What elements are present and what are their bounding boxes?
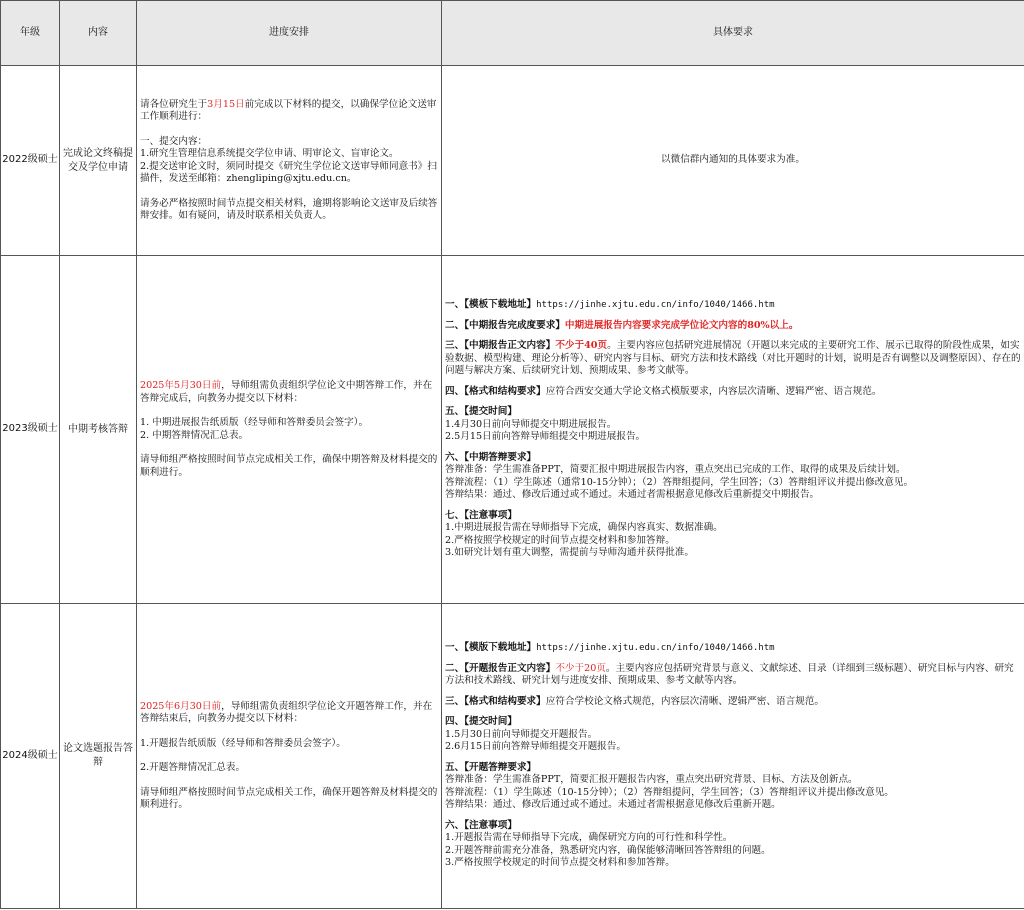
req-submit-title: 五、【提交时间】 bbox=[445, 406, 517, 418]
requirement-text: 以微信群内通知的具体要求为准。 bbox=[661, 154, 805, 166]
content-cell: 完成论文终稿提交及学位申请 bbox=[60, 66, 137, 256]
list-item: 答辩准备：学生需准备PPT，简要汇报开题报告内容，重点突出研究背景、目标、方法及创新点。 bbox=[445, 774, 858, 786]
schedule-cell bbox=[137, 66, 442, 256]
schedule-intro: 2025年5月30日前，导师组需负责组织学位论文中期答辩工作，并在答辩完成后，向教务办提交以下材料： bbox=[140, 380, 433, 404]
header-schedule: 进度安排 bbox=[137, 1, 442, 66]
table-row-2024 bbox=[1, 604, 1024, 909]
deadline-date: 3月15日 bbox=[207, 98, 245, 110]
header-requirements: 具体要求 bbox=[442, 1, 1024, 66]
list-item: 答辩结果：通过、修改后通过或不通过。未通过者需根据意见修改后重新开题。 bbox=[445, 799, 781, 811]
list-item: 2.严格按照学校规定的时间节点提交材料和参加答辩。 bbox=[445, 534, 675, 546]
req-completion: 二、【中期报告完成度要求】中期进展报告内容要求完成学位论文内容的80%以上。 bbox=[445, 319, 799, 331]
grade-cell: 2022级硕士 bbox=[1, 66, 60, 256]
table-row-2023 bbox=[1, 256, 1024, 604]
list-item: 1.研究生管理信息系统提交学位申请、明审论文、盲审论文。 bbox=[140, 148, 399, 159]
req-defense-title: 五、【开题答辩要求】 bbox=[445, 761, 537, 773]
list-item: 答辩结果：通过、修改后通过或不通过。未通过者需根据意见修改后重新提交中期报告。 bbox=[445, 489, 820, 501]
schedule-note: 请务必严格按照时间节点提交相关材料，逾期将影响论文送审及后续答辩安排。如有疑问，请及时联系相关负责人。 bbox=[140, 197, 438, 221]
deadline-date: 2025年6月30日前 bbox=[140, 700, 222, 712]
req-notes-title: 七、【注意事项】 bbox=[445, 509, 517, 521]
requirement-cell bbox=[442, 66, 1024, 256]
list-item: 3.如研究计划有重大调整，需提前与导师沟通并获得批准。 bbox=[445, 547, 694, 559]
header-grade: 年级 bbox=[1, 1, 60, 66]
list-item: 1.4月30日前向导师提交中期进展报告。 bbox=[445, 418, 617, 430]
list-item: 答辩流程：（1）学生陈述（通常10-15分钟）；（2）答辩组提问，学生回答；（3）答辩组评议并提出修改意见。 bbox=[445, 476, 914, 488]
list-item: 2.开题答辩情况汇总表。 bbox=[140, 762, 246, 773]
req-defense-title: 六、【中期答辩要求】 bbox=[445, 451, 537, 463]
section-title: 一、提交内容： bbox=[140, 135, 208, 147]
list-item: 3.严格按照学校规定的时间节点提交材料和参加答辩。 bbox=[445, 857, 675, 869]
req-notes-title: 六、【注意事项】 bbox=[445, 819, 517, 831]
list-item: 2.6月15日前向答辩导师组提交开题报告。 bbox=[445, 741, 626, 753]
schedule-cell bbox=[137, 256, 442, 604]
list-item: 答辩流程：（1）学生陈述（10-15分钟）；（2）答辩组提问，学生回答；（3）答辩组评议并提出修改意见。 bbox=[445, 786, 894, 798]
schedule-intro: 请各位研究生于3月15日前完成以下材料的提交，以确保学位论文送审工作顺利进行： bbox=[140, 98, 437, 122]
content-cell: 中期考核答辩 bbox=[60, 256, 137, 604]
req-template: 一、【模版下载地址】https://jinhe.xjtu.edu.cn/info/1040/1466.htm bbox=[445, 642, 775, 654]
list-item: 1.中期进展报告需在导师指导下完成，确保内容真实、数据准确。 bbox=[445, 522, 723, 534]
table-header-row bbox=[1, 1, 1024, 66]
template-url-link[interactable]: https://jinhe.xjtu.edu.cn/info/1040/1466.htm bbox=[536, 300, 775, 311]
req-body: 三、【中期报告正文内容】不少于40页。主要内容应包括研究进展情况（开题以来完成的主要研究工作、展示已取得的阶段性成果，如实验数据、模型构建、理论分析等）、研究内容与目标、研究方法和技术路线（对比开题时的计划，说明是否有调整以及调整原因）、存在的问题与解决方案、后续研究计划、预期成果、参考文献等。 bbox=[445, 340, 1021, 377]
list-item: 2.提交送审论文时，须同时提交《研究生学位论文送审导师同意书》扫描件，发送至邮箱：zhengliping@xjtu.edu.cn。 bbox=[140, 160, 437, 184]
schedule-intro: 2025年6月30日前，导师组需负责组织学位论文开题答辩工作，并在答辩结束后，向教务办提交以下材料： bbox=[140, 700, 433, 724]
req-format: 三、【格式和结构要求】应符合学校论文格式规范，内容层次清晰、逻辑严密、语言规范。 bbox=[445, 695, 824, 707]
requirement-cell bbox=[442, 256, 1024, 604]
content-cell: 论文选题报告答辩 bbox=[60, 604, 137, 909]
list-item: 1. 中期进展报告纸质版（经导师和答辩委员会签字）。 bbox=[140, 417, 369, 428]
header-content: 内容 bbox=[60, 1, 137, 66]
list-item: 2.5月15日前向答辩导师组提交中期进展报告。 bbox=[445, 431, 646, 443]
template-url-link[interactable]: https://jinhe.xjtu.edu.cn/info/1040/1466.htm bbox=[536, 643, 775, 654]
grade-cell: 2024级硕士 bbox=[1, 604, 60, 909]
schedule-note: 请导师组严格按照时间节点完成相关工作，确保开题答辩及材料提交的顺利进行。 bbox=[140, 786, 438, 810]
req-template: 一、【模板下载地址】https://jinhe.xjtu.edu.cn/info/1040/1466.htm bbox=[445, 299, 775, 311]
deadline-date: 2025年5月30日前 bbox=[140, 380, 222, 391]
list-item: 答辩准备：学生需准备PPT，简要汇报中期进展报告内容，重点突出已完成的工作、取得的成果及后续计划。 bbox=[445, 464, 906, 476]
list-item: 2.开题答辩前需充分准备，熟悉研究内容，确保能够清晰回答答辩组的问题。 bbox=[445, 844, 771, 856]
list-item: 2. 中期答辩情况汇总表。 bbox=[140, 429, 249, 441]
list-item: 1.5月30日前向导师提交开题报告。 bbox=[445, 728, 598, 740]
schedule-cell bbox=[137, 604, 442, 909]
table-row-2022 bbox=[1, 66, 1024, 256]
grade-cell: 2023级硕士 bbox=[1, 256, 60, 604]
schedule-note: 请导师组严格按照时间节点完成相关工作，确保中期答辩及材料提交的顺利进行。 bbox=[140, 454, 438, 478]
requirement-cell bbox=[442, 604, 1024, 909]
req-format: 四、【格式和结构要求】应符合西安交通大学论文格式模版要求，内容层次清晰、逻辑严密、语言规范。 bbox=[445, 385, 882, 397]
req-body: 二、【开题报告正文内容】不少于20页。主要内容应包括研究背景与意义、文献综述、目录（详细到三级标题）、研究目标与内容、研究方法和技术路线、研究计划与进度安排、预期成果、参考文献等内容。 bbox=[445, 662, 1014, 687]
list-item: 1.开题报告需在导师指导下完成，确保研究方向的可行性和科学性。 bbox=[445, 832, 733, 844]
req-submit-title: 四、【提交时间】 bbox=[445, 716, 517, 728]
list-item: 1.开题报告纸质版（经导师和答辩委员会签字）。 bbox=[140, 737, 346, 749]
